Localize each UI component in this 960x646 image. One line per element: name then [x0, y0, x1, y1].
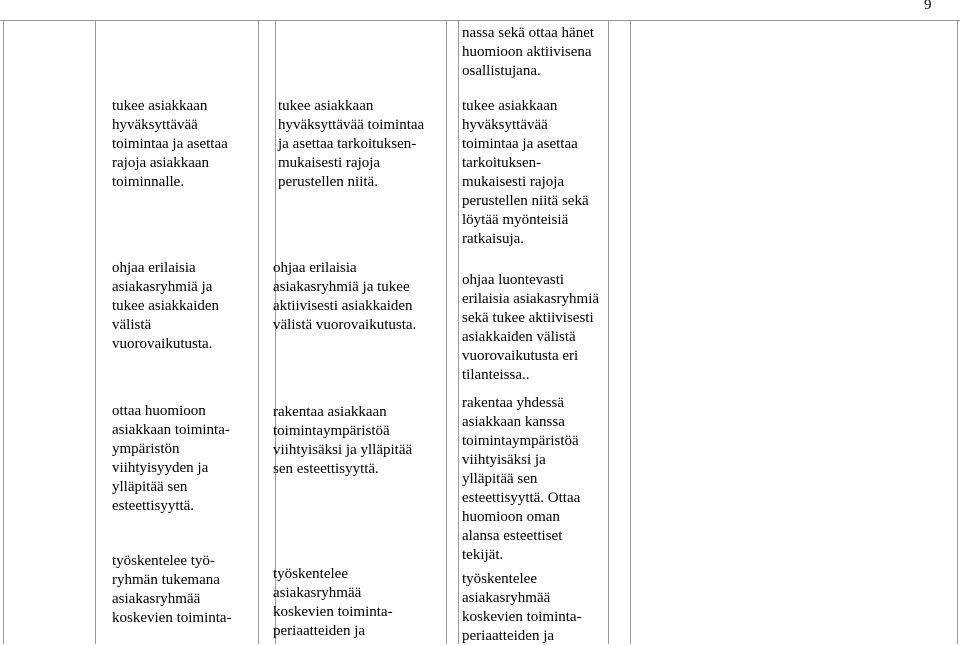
table-cell: työskentelee asiakasryhmää koskevien toiminta- periaatteiden ja — [462, 571, 582, 644]
column-divider — [608, 20, 609, 644]
table-cell: rakentaa asiakkaan toimintaympäristöä viihtyisäksi ja ylläpitää sen esteettisyyttä. — [273, 404, 413, 477]
table-cell: työskentelee työ- ryhmän tukemana asiakasryhmää koskevien toiminta- — [112, 553, 232, 626]
table-cell: tukee asiakkaan hyväksyttävää toimintaa ja asettaa tarkoituksen- mukaisesti rajoja perustellen niitä sekä löytää myönteisiä ratkaisuja. — [462, 98, 589, 247]
table-cell: ohjaa luontevasti erilaisia asiakasryhmiä sekä tukee aktiivisesti asiakkaiden välistä vuorovaikutusta eri tilanteissa.. — [462, 272, 600, 383]
table-cell: työskentelee asiakasryhmää koskevien toiminta- periaatteiden ja — [273, 566, 393, 639]
column-divider — [258, 20, 259, 644]
table-cell: ottaa huomioon asiakkaan toiminta- ympäristön viihtyisyyden ja ylläpitää sen esteettisyyttä. — [112, 403, 230, 514]
table-cell: rakentaa yhdessä asiakkaan kanssa toimintaympäristöä viihtyisäksi ja ylläpitää sen esteettisyyttä. Ottaa huomioon oman alansa esteettiset tekijät. — [462, 395, 581, 563]
table-cell: ohjaa erilaisia asiakasryhmiä ja tukee aktiivisesti asiakkaiden välistä vuorovaikutusta. — [273, 260, 417, 333]
table-top-border — [0, 20, 960, 21]
column-divider — [446, 20, 447, 644]
table-cell: ohjaa erilaisia asiakasryhmiä ja tukee asiakkaiden välistä vuorovaikutusta. — [112, 260, 220, 352]
table-cell: tukee asiakkaan hyväksyttävää toimintaa ja asettaa rajoja asiakkaan toiminnalle. — [112, 98, 228, 190]
table-border-right — [957, 20, 958, 644]
column-divider — [630, 20, 631, 644]
page-number: 9 — [924, 0, 932, 13]
column-divider — [95, 20, 96, 644]
table-border-left — [3, 20, 4, 644]
column-divider — [458, 20, 459, 644]
table-cell: tukee asiakkaan hyväksyttävää toimintaa ja asettaa tarkoituksen- mukaisesti rajoja perustellen niitä. — [278, 98, 425, 190]
table-cell-carryover: nassa sekä ottaa hänet huomioon aktiivisena osallistujana. — [462, 25, 595, 79]
